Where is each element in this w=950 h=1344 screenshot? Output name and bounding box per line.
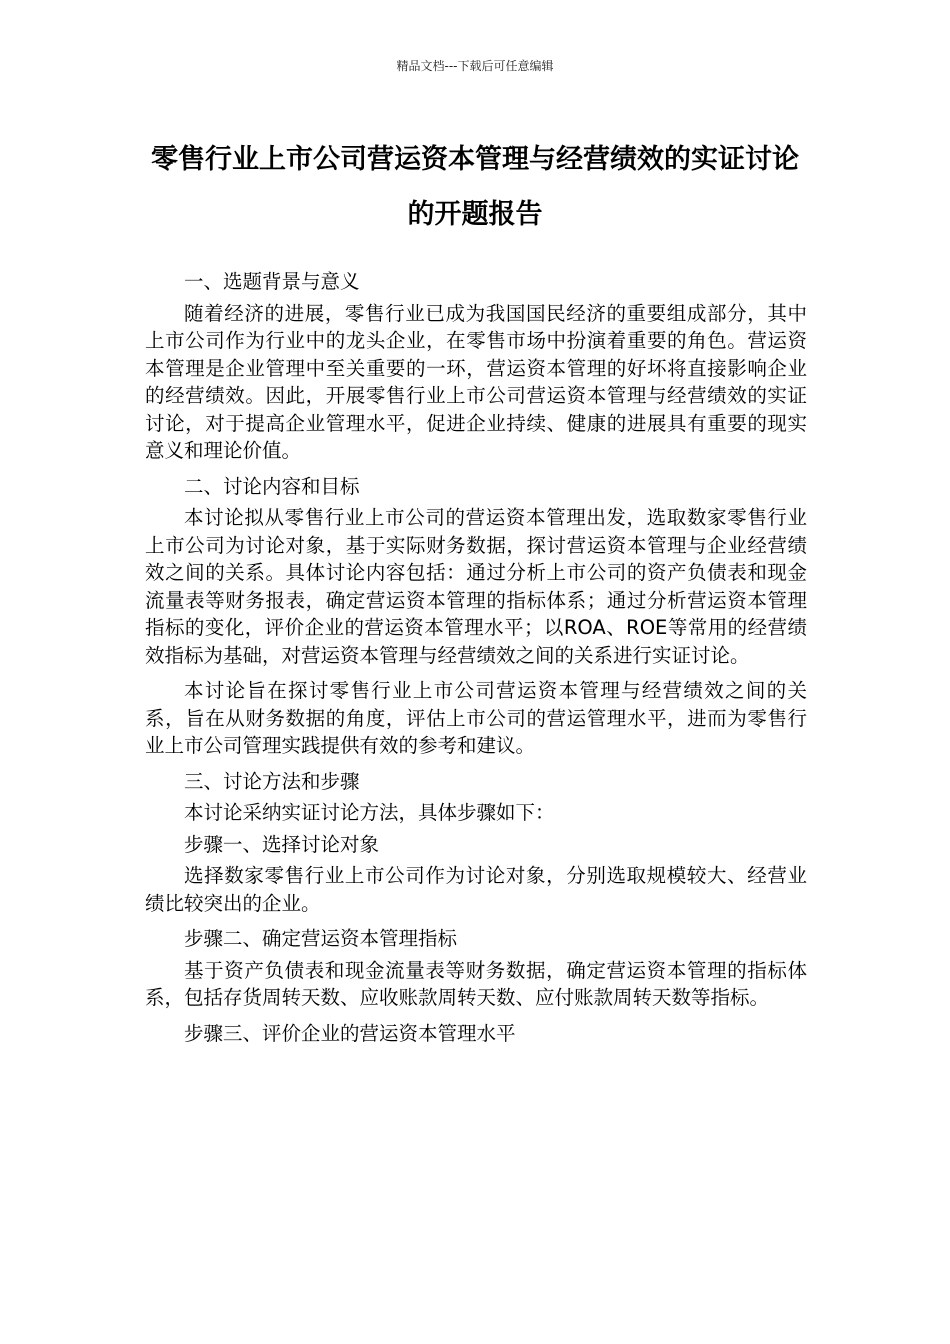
paragraph-method-intro: 本讨论采纳实证讨论方法，具体步骤如下：: [184, 801, 555, 824]
section-heading-content: 二、讨论内容和目标: [184, 474, 360, 498]
header-note: 精品文档---下载后可任意编辑: [396, 59, 554, 73]
paragraph-goal: 本讨论旨在探讨零售行业上市公司营运资本管理与经营绩效之间的关系，旨在从财务数据的角度，评估上市公司的营运管理水平，进而为零售行业上市公司管理实践提供有效的参考和建议。: [145, 679, 807, 757]
paragraph-step-2: 基于资产负债表和现金流量表等财务数据，确定营运资本管理的指标体系，包括存货周转天数、应收账款周转天数、应付账款周转天数等指标。: [145, 958, 807, 1009]
step-heading-2: 步骤二、确定营运资本管理指标: [184, 927, 458, 950]
paragraph-background: 随着经济的进展，零售行业已成为我国国民经济的重要组成部分，其中上市公司作为行业中的龙头企业，在零售市场中扮演着重要的角色。营运资本管理是企业管理中至关重要的一环，营运资本管理的好坏将直接影响企业的经营绩效。因此，开展零售行业上市公司营运资本管理与经营绩效的实证讨论，对于提高企业管理水平，促进企业持续、健康的进展具有重要的现实意义和理论价值。: [145, 301, 807, 462]
paragraph-content: 本讨论拟从零售行业上市公司的营运资本管理出发，选取数家零售行业上市公司为讨论对象，基于实际财务数据，探讨营运资本管理与企业经营绩效之间的关系。具体讨论内容包括：通过分析上市公司的资产负债表和现金流量表等财务报表，确定营运资本管理的指标体系；通过分析营运资本管理指标的变化，评价企业的营运资本管理水平；以ROA、ROE等常用的经营绩效指标为基础，对营运资本管理与经营绩效之间的关系进行实证讨论。: [145, 506, 807, 667]
document-title: 零售行业上市公司营运资本管理与经营绩效的实证讨论的开题报告: [151, 144, 799, 230]
section-heading-background: 一、选题背景与意义: [184, 270, 360, 293]
step-heading-3: 步骤三、评价企业的营运资本管理水平: [184, 1021, 516, 1045]
section-heading-method: 三、讨论方法和步骤: [184, 769, 360, 793]
document-body: [145, 268, 807, 1051]
paragraph-step-1: 选择数家零售行业上市公司作为讨论对象，分别选取规模较大、经营业绩比较突出的企业。: [145, 864, 807, 915]
step-heading-1: 步骤一、选择讨论对象: [184, 832, 380, 856]
